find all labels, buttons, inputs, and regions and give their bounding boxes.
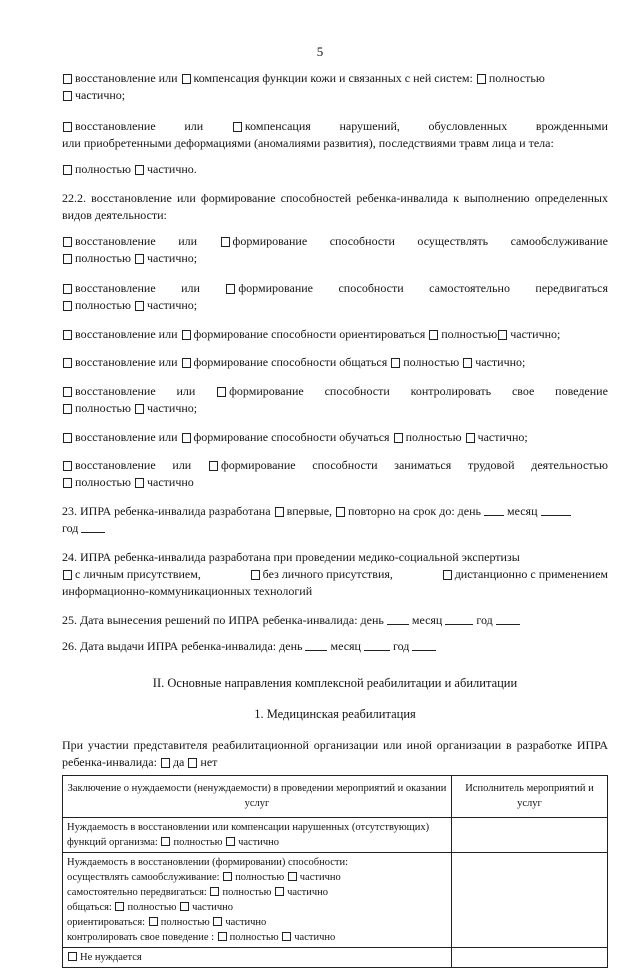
checkbox[interactable] [63, 478, 72, 488]
checkbox[interactable] [275, 507, 284, 517]
checkbox[interactable] [213, 917, 222, 926]
checkbox[interactable] [135, 301, 144, 311]
checkbox[interactable] [182, 433, 191, 443]
checkbox[interactable] [63, 570, 72, 580]
checkbox[interactable] [63, 358, 72, 368]
section-title: II. Основные направления комплексной реабилитации и абилитации [152, 676, 518, 690]
section-24: 24. ИПРА ребенка-инвалида разработана при проведении медико-социальной экспертизы с личным присутствием, без личного присутствия, дистанционно с применением информационно-коммуникационных технологий [62, 550, 608, 598]
year-field[interactable] [412, 640, 436, 651]
checkbox[interactable] [180, 902, 189, 911]
year-field[interactable] [81, 522, 105, 533]
checkbox[interactable] [498, 330, 507, 340]
document-body [62, 70, 608, 968]
checkbox[interactable] [217, 387, 226, 397]
table-row: Не нуждается [63, 948, 608, 968]
day-field[interactable] [387, 614, 409, 625]
checkbox[interactable] [135, 404, 144, 414]
checkbox[interactable] [135, 478, 144, 488]
checkbox[interactable] [443, 570, 452, 580]
checkbox[interactable] [63, 91, 72, 101]
item-skin-function: восстановление или компенсация функции кожи и связанных с ней систем: полностью частично; [62, 70, 608, 104]
checkbox[interactable] [63, 237, 72, 247]
table-row: Нуждаемость в восстановлении или компенсации нарушенных (отсутствующих) функций организма: полностью частично [63, 818, 608, 853]
checkbox[interactable] [63, 404, 72, 414]
section-22-2: 22.2. восстановление или формирование способностей ребенка-инвалида к выполнению определенных видов деятельности: [62, 191, 608, 222]
year-field[interactable] [496, 614, 520, 625]
checkbox[interactable] [394, 433, 403, 443]
checkbox[interactable] [288, 872, 297, 881]
executor-cell[interactable] [452, 818, 608, 853]
item-orient: восстановление или формирование способности ориентироваться полностью частично; [62, 326, 608, 343]
table-header-conclusion: Заключение о нуждаемости (ненуждаемости) в проведении мероприятий и оказании услуг [63, 776, 452, 818]
checkbox[interactable] [135, 254, 144, 264]
checkbox[interactable] [68, 952, 77, 961]
checkbox[interactable] [63, 461, 72, 471]
checkbox[interactable] [463, 358, 472, 368]
checkbox[interactable] [63, 254, 72, 264]
section-23: 23. ИПРА ребенка-инвалида разработана впервые, повторно на срок до: день месяц год [62, 503, 608, 537]
checkbox[interactable] [233, 122, 242, 132]
checkbox[interactable] [221, 237, 230, 247]
item-self-care: восстановление или формирование способности осуществлять самообслуживание полностью частично; [62, 233, 608, 267]
month-field[interactable] [445, 614, 473, 625]
checkbox[interactable] [466, 433, 475, 443]
checkbox[interactable] [188, 758, 197, 768]
day-field[interactable] [305, 640, 327, 651]
item-learn: восстановление или формирование способности обучаться полностью частично; [62, 429, 608, 446]
checkbox[interactable] [282, 932, 291, 941]
day-field[interactable] [484, 505, 504, 516]
checkbox[interactable] [226, 284, 235, 294]
table-row: Нуждаемость в восстановлении (формировании) способности: осуществлять самообслуживание: полностью частично самостоятельно передвигаться: полностью частично общаться: полностью частично ориентироваться: полностью частично контролировать свое поведение : полностью частично [63, 853, 608, 948]
item-control-behavior: восстановление или формирование способности контролировать свое поведение полностью частично; [62, 383, 608, 417]
checkbox[interactable] [63, 122, 72, 132]
section-26: 26. Дата выдачи ИПРА ребенка-инвалида: день месяц год [62, 638, 608, 655]
checkbox[interactable] [182, 330, 191, 340]
checkbox[interactable] [275, 887, 284, 896]
checkbox[interactable] [182, 74, 191, 84]
participation-note: При участии представителя реабилитационной организации или иной организации в разработке ИПРА ребенка-инвалида: да нет [62, 738, 608, 769]
checkbox[interactable] [63, 284, 72, 294]
checkbox[interactable] [218, 932, 227, 941]
executor-cell[interactable] [452, 853, 608, 948]
checkbox[interactable] [63, 330, 72, 340]
checkbox[interactable] [251, 570, 260, 580]
checkbox[interactable] [135, 165, 144, 175]
page-number: 5 [316, 44, 324, 59]
checkbox[interactable] [210, 887, 219, 896]
checkbox[interactable] [63, 74, 72, 84]
checkbox[interactable] [63, 387, 72, 397]
checkbox[interactable] [161, 837, 170, 846]
checkbox[interactable] [477, 74, 486, 84]
checkbox[interactable] [336, 507, 345, 517]
item-move: восстановление или формирование способности самостоятельно передвигаться полностью частично; [62, 280, 608, 314]
item-congenital-deformities: восстановление или компенсация нарушений, обусловленных врожденными или приобретенными деформациями (аномалиями развития), последствиями травм лица и тела: полностью частично. [62, 119, 608, 176]
section-25: 25. Дата вынесения решений по ИПРА ребенка-инвалида: день месяц год [62, 612, 608, 629]
checkbox[interactable] [223, 872, 232, 881]
month-field[interactable] [541, 505, 571, 516]
checkbox[interactable] [115, 902, 124, 911]
checkbox[interactable] [63, 165, 72, 175]
checkbox[interactable] [63, 301, 72, 311]
checkbox[interactable] [429, 330, 438, 340]
checkbox[interactable] [391, 358, 400, 368]
checkbox[interactable] [161, 758, 170, 768]
rehab-table [62, 775, 608, 968]
month-field[interactable] [364, 640, 390, 651]
item-communicate: восстановление или формирование способности общаться полностью частично; [62, 354, 608, 371]
checkbox[interactable] [209, 461, 218, 471]
checkbox[interactable] [182, 358, 191, 368]
checkbox[interactable] [63, 433, 72, 443]
subsection-title: 1. Медицинская реабилитация [254, 707, 416, 721]
checkbox[interactable] [226, 837, 235, 846]
checkbox[interactable] [149, 917, 158, 926]
item-labor: восстановление или формирование способности заниматься трудовой деятельностью полностью частично [62, 457, 608, 491]
executor-cell[interactable] [452, 948, 608, 968]
table-header-executor: Исполнитель мероприятий и услуг [452, 776, 608, 818]
